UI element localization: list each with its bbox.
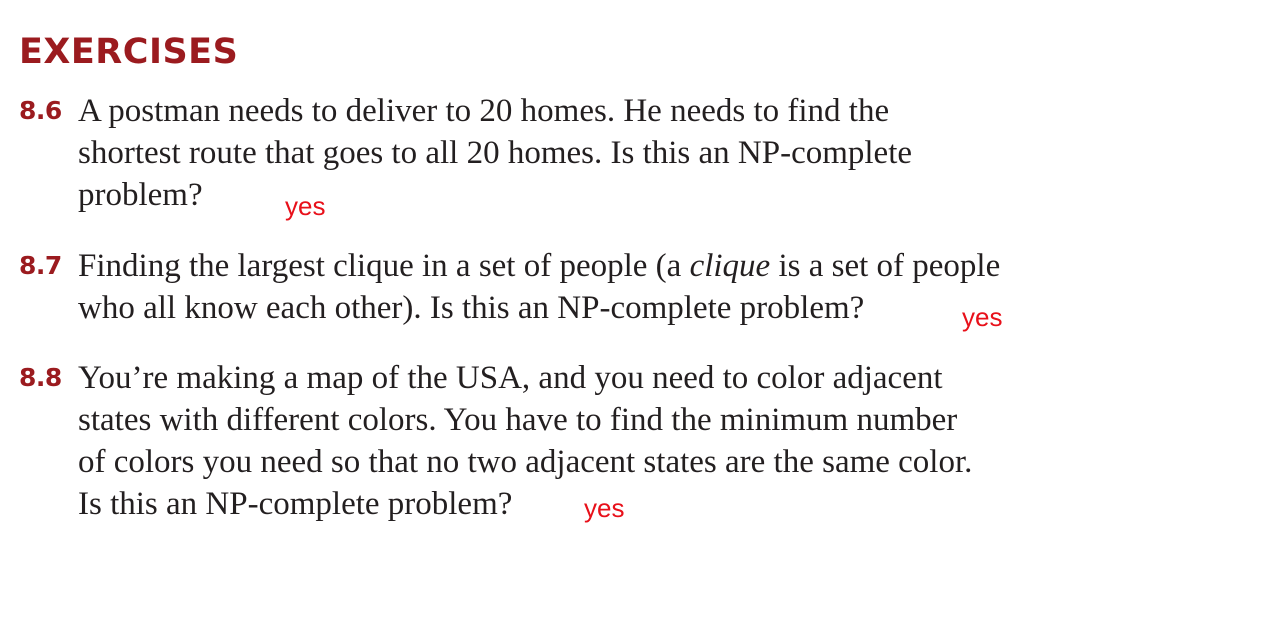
emphasized-term: clique bbox=[689, 248, 771, 284]
exercise-text-line: problem? bbox=[78, 177, 203, 213]
exercise-text-part: Finding the largest clique in a set of people (a bbox=[78, 248, 690, 284]
exercise-number: 8.7 bbox=[19, 251, 62, 280]
exercise-number: 8.8 bbox=[19, 363, 62, 392]
handwritten-answer: yes bbox=[584, 493, 625, 523]
exercise-text-line: A postman needs to deliver to 20 homes. He needs to find the bbox=[78, 93, 890, 129]
handwritten-answer: yes bbox=[285, 191, 326, 221]
exercise-text-line: shortest route that goes to all 20 homes. Is this an NP-complete bbox=[78, 135, 913, 171]
exercises-heading: EXERCISES bbox=[19, 32, 239, 72]
exercise-text-line: who all know each other). Is this an NP-complete problem? bbox=[78, 290, 865, 326]
exercise-text-part: is a set of people bbox=[770, 248, 1001, 284]
exercise-text-line: states with different colors. You have to find the minimum number bbox=[78, 402, 958, 438]
exercise-text-line bbox=[78, 245, 1000, 287]
exercise-number: 8.6 bbox=[19, 96, 62, 125]
exercise-text-line: Is this an NP-complete problem? bbox=[78, 486, 513, 522]
handwritten-answer: yes bbox=[962, 302, 1003, 332]
exercise-text-line: of colors you need so that no two adjacent states are the same color. bbox=[78, 444, 973, 480]
exercise-text-line: You’re making a map of the USA, and you need to color adjacent bbox=[78, 360, 943, 396]
